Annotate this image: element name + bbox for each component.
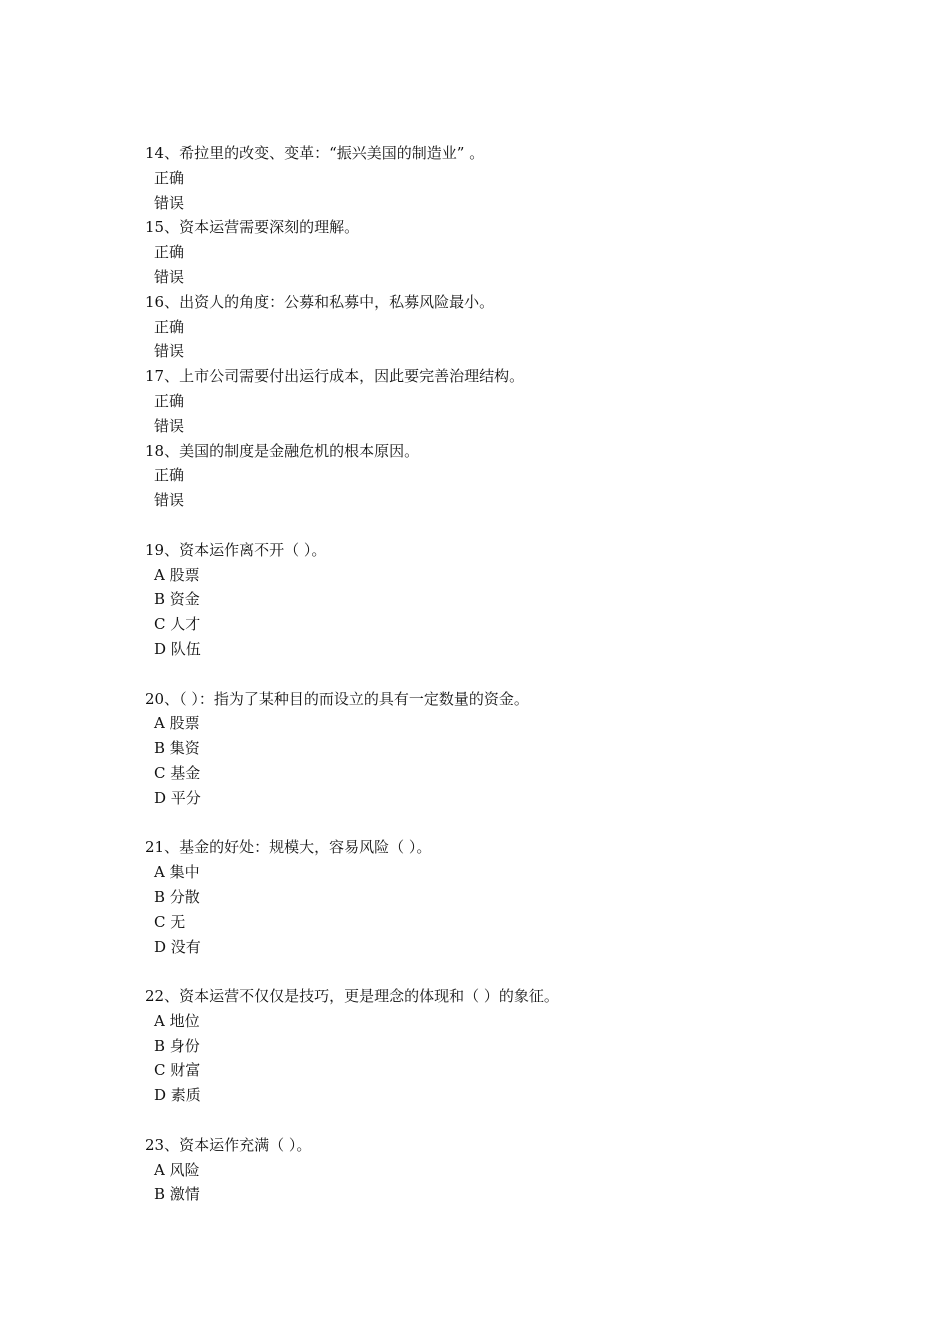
spacer: [145, 811, 845, 836]
question-text: 、出资人的角度：公募和私募中，私募风险最小。: [164, 292, 495, 311]
question-number: 19: [145, 540, 165, 559]
question-number: 16: [145, 292, 165, 311]
question-text: 、基金的好处：规模大，容易风险（ ）。: [164, 838, 432, 857]
option-true: 正确: [154, 168, 185, 187]
option-c: C 人才: [154, 615, 201, 634]
option-a: A 地位: [154, 1011, 200, 1030]
option-false: 错误: [154, 267, 185, 286]
option-true: 正确: [154, 466, 185, 485]
option-a: A 风险: [154, 1160, 200, 1179]
question-text: 、资本运作充满（ ）。: [164, 1135, 312, 1154]
option-c: C 基金: [154, 763, 201, 782]
question-number: 14: [145, 144, 165, 162]
question-text: 、美国的制度是金融危机的根本原因。: [164, 441, 420, 460]
question-stem: [145, 364, 845, 389]
option-false: 错误: [154, 193, 185, 212]
question-list: [145, 141, 845, 1207]
spacer: [145, 513, 845, 538]
question-stem: [145, 538, 845, 563]
option-a: A 集中: [154, 863, 200, 882]
option-true: 正确: [154, 317, 185, 336]
question-number: 17: [145, 367, 165, 386]
question-number: 18: [145, 441, 165, 460]
question-stem: [145, 835, 845, 860]
option-false: 错误: [154, 491, 185, 510]
option-b: B 资金: [154, 590, 200, 609]
question-stem: [145, 984, 845, 1009]
question-stem: [145, 290, 845, 315]
question-number: 20: [145, 689, 165, 708]
question-text: 、上市公司需要付出运行成本，因此要完善治理结构。: [164, 367, 525, 386]
option-d: D 平分: [154, 788, 201, 807]
option-false: 错误: [154, 416, 185, 435]
option-c: C 财富: [154, 1061, 201, 1080]
question-number: 23: [145, 1135, 165, 1154]
question-stem: [145, 215, 845, 240]
option-true: 正确: [154, 243, 185, 262]
question-number: 22: [145, 987, 165, 1006]
option-true: 正确: [154, 391, 185, 410]
question-text: 、希拉里的改变、变革：“振兴美国的制造业” 。: [164, 144, 485, 162]
spacer: [145, 662, 845, 687]
question-text: 、资本运营需要深刻的理解。: [164, 218, 360, 237]
option-a: A 股票: [154, 714, 200, 733]
spacer: [145, 959, 845, 984]
question-text: 、资本运营不仅仅是技巧，更是理念的体现和（ ）的象征。: [164, 987, 559, 1006]
option-d: D 队伍: [154, 639, 201, 658]
question-stem: [145, 687, 845, 712]
option-c: C 无: [154, 912, 186, 931]
option-d: D 素质: [154, 1086, 201, 1105]
question-text: 、资本运作离不开（ ）。: [164, 540, 327, 559]
question-stem: [145, 439, 845, 464]
question-number: 21: [145, 838, 165, 857]
option-b: B 激情: [154, 1185, 200, 1204]
option-b: B 身份: [154, 1036, 200, 1055]
option-a: A 股票: [154, 565, 200, 584]
option-b: B 分散: [154, 887, 200, 906]
question-number: 15: [145, 218, 165, 237]
question-stem: [145, 141, 845, 166]
question-text: 、（ ）：指为了某种目的而设立的具有一定数量的资金。: [164, 689, 529, 708]
option-false: 错误: [154, 342, 185, 361]
option-b: B 集资: [154, 739, 200, 758]
option-d: D 没有: [154, 937, 201, 956]
question-stem: [145, 1133, 845, 1158]
spacer: [145, 1108, 845, 1133]
